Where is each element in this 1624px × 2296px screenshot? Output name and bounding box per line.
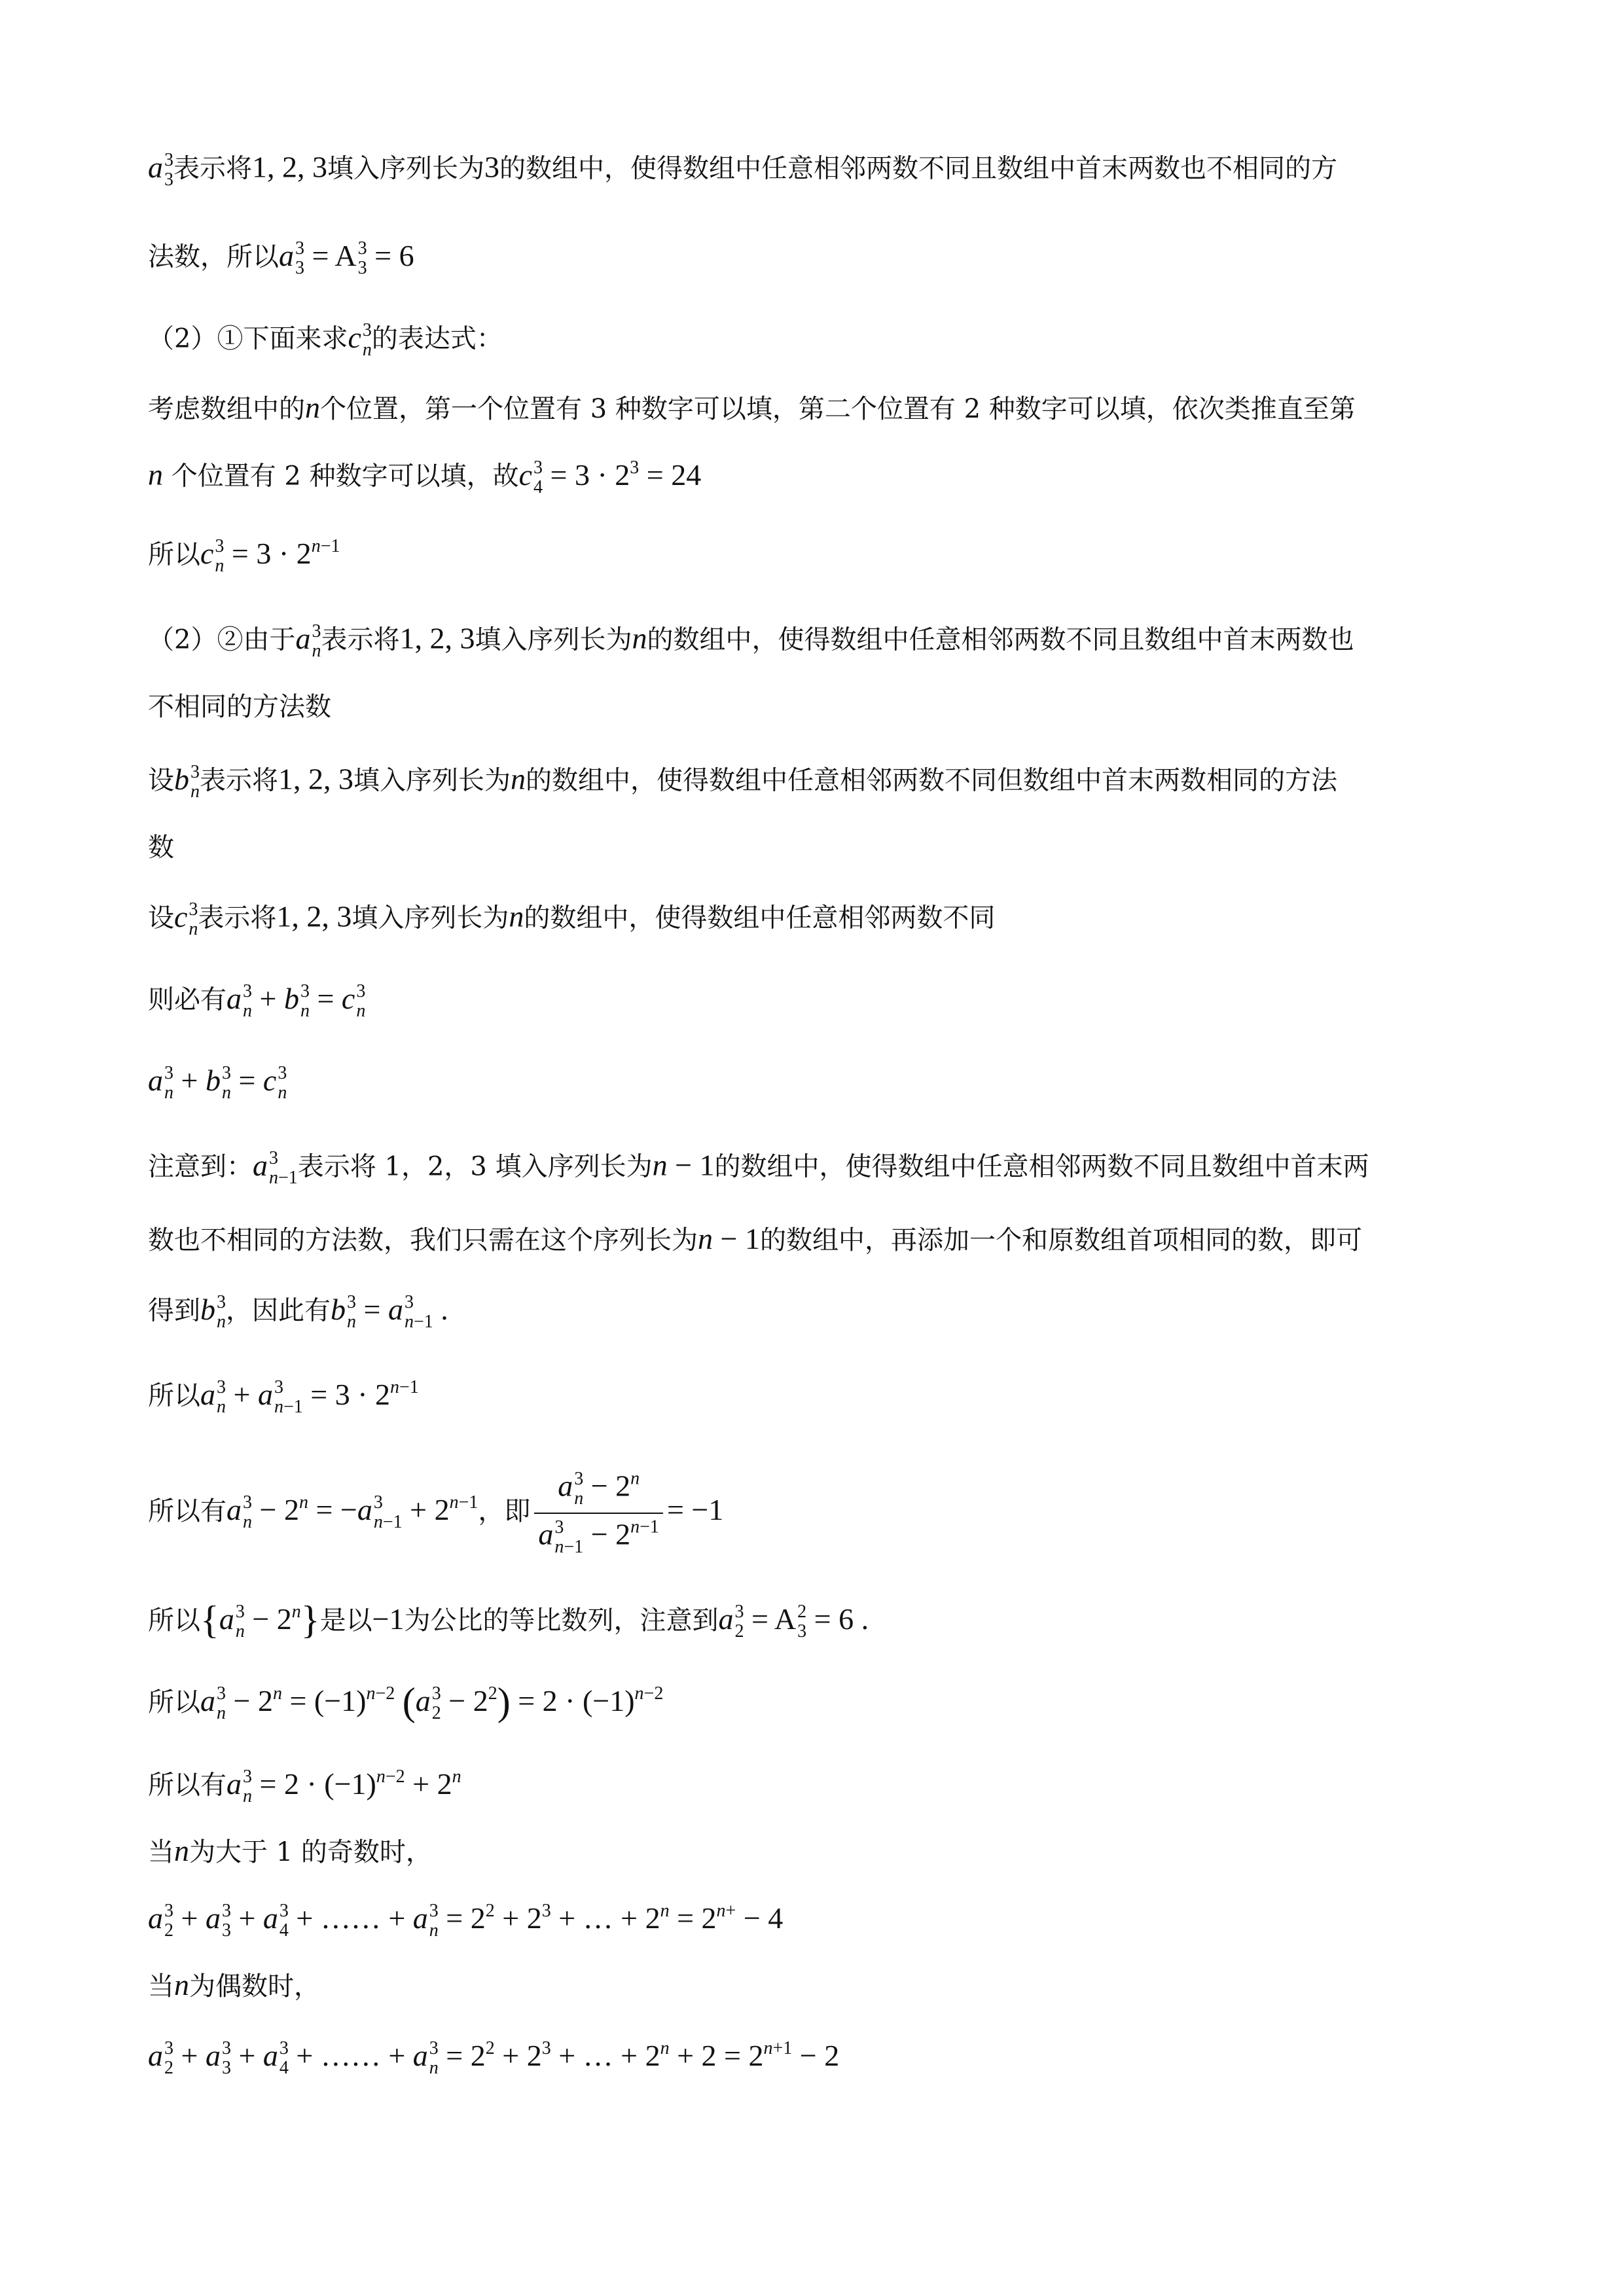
line-3: （2）①下面来求c 3 n 的表达式： — [148, 320, 503, 360]
line-16: 得到b 3 n ，因此有b 3 n = a 3 n−1 . — [148, 1292, 448, 1332]
line-14: 注意到：a 3 n−1 表示将 1，2，3 填入序列长为n − 1的数组中，使得数组中任意相邻两数不同且数组中首末两 — [148, 1148, 1369, 1188]
line-2: 法数，所以a 3 3 = A 3 3 = 6 — [148, 238, 414, 278]
line-17: 所以a 3 n + a 3 n−1 = $3 \cdot 2^{n-1}$ — [148, 1376, 419, 1417]
line-4: 考虑数组中的n个位置，第一个位置有 3 种数字可以填，第二个位置有 2 种数字可以填，依次类推直至第 — [148, 391, 1356, 424]
line-1: a 3 3 表示将1, 2, 3填入序列长为3的数组中，使得数组中任意相邻两数不同且数组中首末两数也不相同的方 — [148, 150, 1337, 190]
line-18: 所以有a 3 n − $2^n = -a$ 3 n−1 + $2^{n-1}$，即 a 3 n − $2^n$ a 3 n−1 − $2^{n-1}$ = −1 — [148, 1468, 724, 1557]
line-25: a 3 2 + a 3 3 + a 3 4 + …… + a 3 n = $2^2 + 2^3$ + … + $2^n + 2 = 2^{n+1} - 2$ — [148, 2037, 840, 2078]
line-13: a 3 n + b 3 n = c 3 n — [148, 1063, 287, 1103]
line-12: 则必有a 3 n + b 3 n = c 3 n — [148, 981, 366, 1021]
line-8: 不相同的方法数 — [148, 692, 331, 722]
line-11: 设c 3 n 表示将1, 2, 3填入序列长为n的数组中，使得数组中任意相邻两数不同 — [148, 899, 996, 939]
line-7: （2）②由于a 3 n 表示将1, 2, 3填入序列长为n的数组中，使得数组中任意相邻两数不同且数组中首末两数也 — [148, 621, 1354, 661]
line-9: 设b 3 n 表示将1, 2, 3填入序列长为n的数组中，使得数组中任意相邻两数不同但数组中首末两数相同的方法 — [148, 762, 1337, 802]
line-5: n 个位置有 2 种数字可以填，故c 3 4 = $3 \cdot 2^3 = 24$ — [148, 457, 702, 497]
line-24: 当n为偶数时， — [148, 1968, 320, 2001]
line-10: 数 — [148, 833, 174, 863]
line-15: 数也不相同的方法数，我们只需在这个序列长为n − 1的数组中，再添加一个和原数组首项相同的数，即可 — [148, 1222, 1362, 1255]
line-22: 当n为大于 1 的奇数时， — [148, 1834, 432, 1867]
line-19: 所以{a 3 n − $2^n$}是以−1为公比的等比数列，注意到a 3 2 = A 2 3 = 6 . — [148, 1598, 869, 1642]
line-21: 所以有a 3 n = $2 \cdot (-1)^{n-2} + 2^n$ — [148, 1766, 461, 1806]
line-20: 所以a 3 n − $2^n = (-1)^{n-2}$ (a 3 2 − $2^2) = 2 \cdot (-1)^{n-2}$ — [148, 1680, 664, 1724]
line-23: a 3 2 + a 3 3 + a 3 4 + …… + a 3 n = $2^2 + 2^3$ + … + $2^n = 2^{n+} - 4$ — [148, 1900, 784, 1941]
line-6: 所以c 3 n = $3 \cdot 2^{n-1}$ — [148, 535, 340, 576]
